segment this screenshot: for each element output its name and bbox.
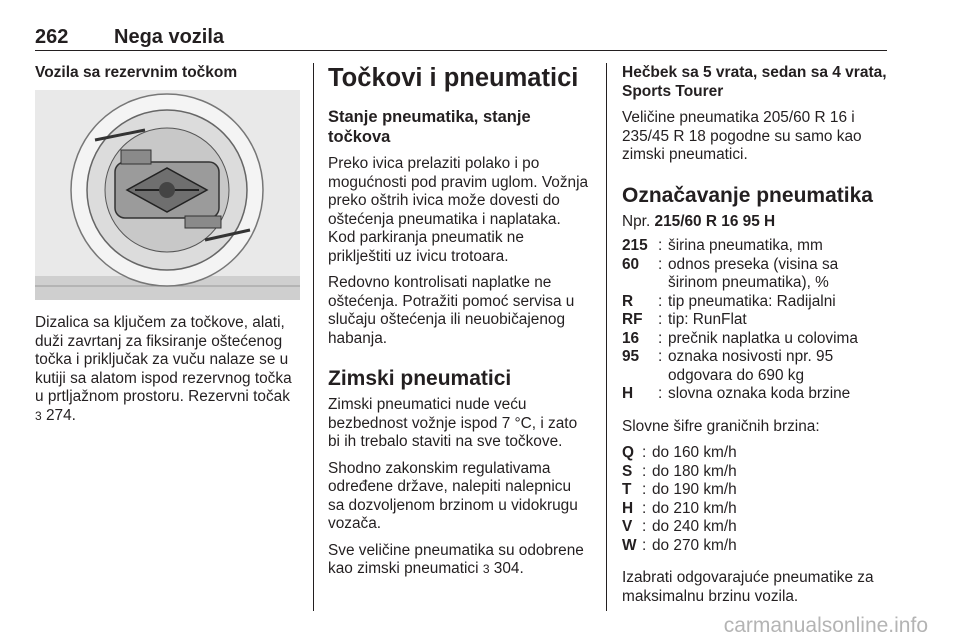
definition-key: 95 bbox=[622, 348, 640, 365]
definition-key: V bbox=[622, 518, 633, 535]
speed-code-list bbox=[622, 444, 890, 555]
definition-key: RF bbox=[622, 311, 643, 328]
definition-value: oznaka nosivosti npr. 95 odgovara do 690 kg bbox=[668, 348, 834, 384]
section-heading: Označavanje pneumatika bbox=[622, 183, 873, 207]
tire-code-definitions bbox=[622, 237, 890, 404]
definition-colon: : bbox=[658, 329, 663, 347]
paragraph: Redovno kontrolisati naplatke ne oštećenja. Potražiti pomoć servisa u slučaju oštećenja ili neuobičajenog habanja. bbox=[328, 274, 575, 347]
cross-reference-arrow-icon: 3 bbox=[482, 562, 490, 576]
definition-value: širina pneumatika, mm bbox=[668, 237, 823, 254]
definition-row bbox=[622, 311, 890, 330]
definition-key: 16 bbox=[622, 329, 640, 347]
cross-reference-page: 274. bbox=[45, 406, 76, 424]
paragraph: Preko ivica prelaziti polako i po mogućnosti pod pravim uglom. Vožnja preko oštrih ivica može dovesti do oštećenja pneumatika i naplataka. Kod parkiranja pneumatik ne priklještiti uz ivicu trotoara. bbox=[328, 155, 589, 265]
page-number: 262 bbox=[35, 26, 69, 48]
chapter-section-title: Točkovi i pneumatici bbox=[328, 64, 579, 92]
chapter-title: Nega vozila bbox=[114, 26, 225, 48]
definition-key: R bbox=[622, 292, 634, 310]
section-heading: Vozila sa rezervnim točkom bbox=[35, 64, 238, 81]
definition-value: do 160 km/h bbox=[652, 444, 737, 461]
definition-colon: : bbox=[658, 385, 663, 402]
definition-value: do 180 km/h bbox=[652, 462, 737, 480]
definition-value: slovna oznaka koda brzine bbox=[668, 385, 851, 402]
column-left bbox=[35, 63, 300, 433]
paragraph: Zimski pneumatici nude veću bezbednost vožnje ispod 7 °C, i zato bi ih trebalo staviti na sve točkove. bbox=[328, 396, 578, 450]
definition-colon: : bbox=[658, 311, 663, 328]
definition-row bbox=[622, 518, 890, 537]
definition-value: do 210 km/h bbox=[652, 499, 737, 517]
paragraph: Slovne šifre graničnih brzina: bbox=[622, 417, 820, 435]
definition-key: H bbox=[622, 499, 634, 517]
column-divider bbox=[313, 63, 314, 611]
definition-row bbox=[622, 481, 890, 500]
definition-colon: : bbox=[642, 499, 647, 517]
column-middle bbox=[328, 63, 590, 587]
paragraph bbox=[328, 542, 590, 579]
example-prefix: Npr. bbox=[622, 212, 651, 230]
definition-key: W bbox=[622, 536, 637, 554]
definition-value: tip: RunFlat bbox=[668, 311, 747, 328]
cross-reference-page: 304. bbox=[493, 560, 524, 577]
column-right bbox=[622, 63, 890, 614]
definition-colon: : bbox=[658, 255, 663, 273]
definition-colon: : bbox=[642, 481, 647, 498]
definition-row bbox=[622, 500, 890, 519]
definition-value: do 190 km/h bbox=[652, 481, 737, 498]
definition-value: tip pneumatika: Radijalni bbox=[668, 292, 836, 310]
definition-value: prečnik naplatka u colovima bbox=[668, 329, 858, 347]
definition-colon: : bbox=[658, 348, 663, 365]
example-code: 215/60 R 16 95 H bbox=[654, 212, 776, 230]
paragraph: Shodno zakonskim regulativama određene države, nalepiti nalepnicu sa dozvoljenom brzinom u vidokrugu vozača. bbox=[328, 459, 578, 532]
definition-row bbox=[622, 256, 890, 293]
definition-row bbox=[622, 348, 890, 385]
subsection-heading: Hečbek sa 5 vrata, sedan sa 4 vrata, Sports Tourer bbox=[622, 64, 887, 100]
definition-row bbox=[622, 330, 890, 349]
example-line bbox=[622, 213, 890, 232]
spare-wheel-illustration bbox=[35, 90, 300, 300]
definition-colon: : bbox=[642, 444, 647, 461]
watermark: carmanualsonline.info bbox=[723, 614, 928, 637]
definition-colon: : bbox=[658, 237, 663, 254]
definition-key: S bbox=[622, 462, 633, 480]
definition-colon: : bbox=[642, 518, 647, 535]
definition-colon: : bbox=[658, 292, 663, 310]
page-header bbox=[35, 24, 887, 51]
definition-colon: : bbox=[642, 462, 647, 480]
paragraph-text: Sve veličine pneumatika su odobrene kao zimski pneumatici bbox=[328, 541, 584, 577]
definition-row bbox=[622, 293, 890, 312]
spare-wheel-drawing bbox=[35, 90, 300, 300]
definition-row bbox=[622, 385, 890, 404]
cross-reference-arrow-icon: 3 bbox=[35, 408, 42, 423]
paragraph: Veličine pneumatika 205/60 R 16 i 235/45 R 18 pogodne su samo kao zimski pneumatici. bbox=[622, 109, 862, 163]
definition-key: Q bbox=[622, 444, 634, 461]
definition-key: H bbox=[622, 385, 634, 402]
paragraph: Izabrati odgovarajuće pneumatike za maksimalnu brzinu vozila. bbox=[622, 569, 874, 605]
figure-caption bbox=[35, 314, 300, 425]
definition-value: odnos preseka (visina sa širinom pneumatika), % bbox=[668, 255, 839, 291]
definition-key: T bbox=[622, 481, 632, 498]
definition-row bbox=[622, 463, 890, 482]
definition-row bbox=[622, 237, 890, 256]
definition-value: do 240 km/h bbox=[652, 518, 737, 535]
section-heading: Stanje pneumatika, stanje točkova bbox=[328, 108, 531, 146]
definition-colon: : bbox=[642, 536, 647, 554]
definition-row bbox=[622, 537, 890, 556]
definition-key: 60 bbox=[622, 255, 640, 273]
definition-key: 215 bbox=[622, 237, 648, 254]
definition-value: do 270 km/h bbox=[652, 536, 737, 554]
section-heading: Zimski pneumatici bbox=[328, 367, 512, 390]
column-divider bbox=[606, 63, 607, 611]
caption-text: Dizalica sa ključem za točkove, alati, duži zavrtanj za fiksiranje oštećenog točka i priključak za vuču nalaze se u kutiji sa alatom ispod rezervnog točka u prtljažnom prostoru. Rezervni točak bbox=[35, 314, 292, 405]
definition-row bbox=[622, 444, 890, 463]
